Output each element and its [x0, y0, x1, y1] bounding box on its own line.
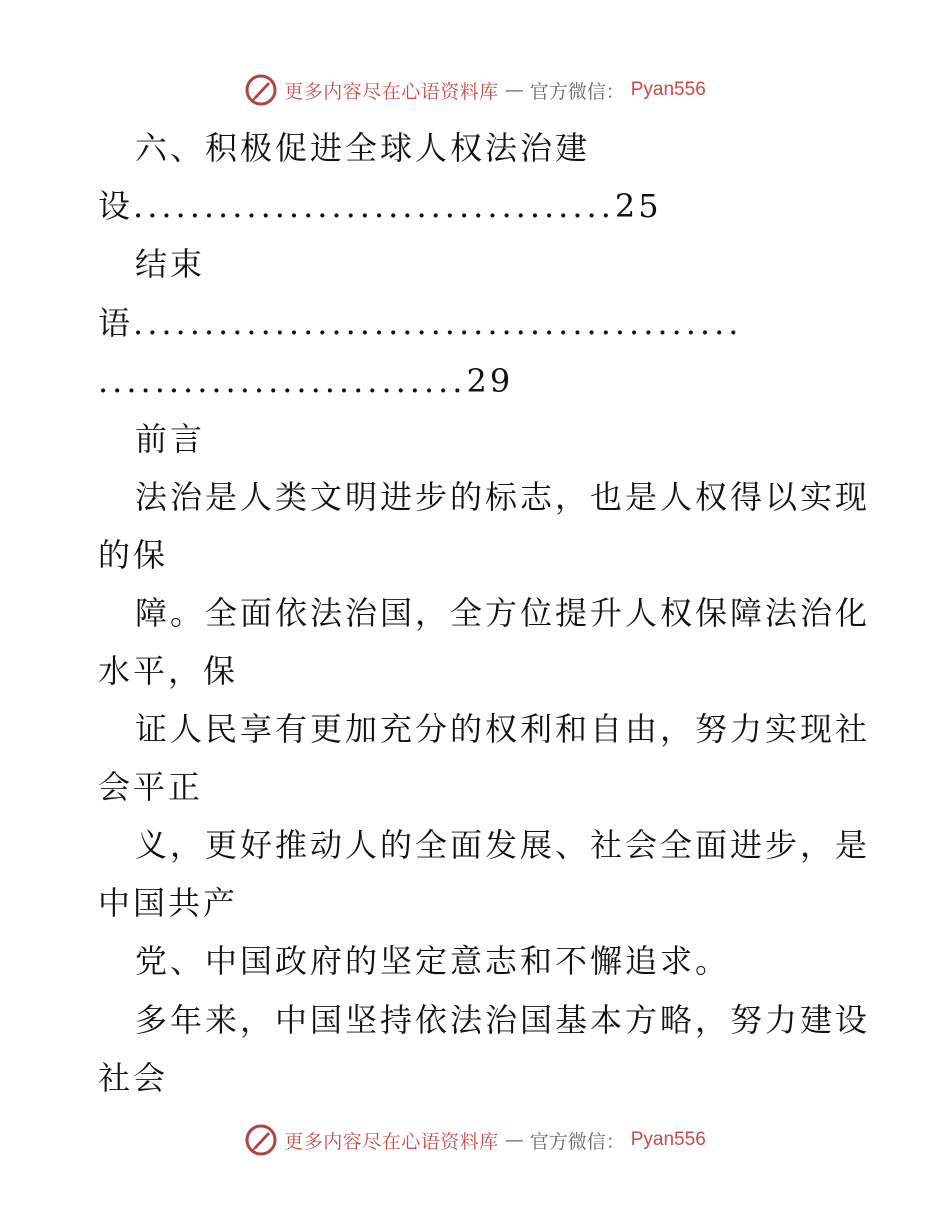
quill-logo-icon [244, 1123, 278, 1157]
body-line: 义，更好推动人的全面发展、社会全面进步，是 [135, 826, 871, 864]
toc-conclusion-leader-dots-1: ........................................... [133, 304, 743, 342]
body-line: 中国共产 [98, 884, 239, 922]
body-line: 党、中国政府的坚定意志和不懈追求。 [135, 942, 731, 980]
body-line: 社会 [98, 1059, 169, 1097]
banner-promo-text: 更多内容尽在心语资料库 [284, 80, 499, 103]
banner-wechat-label: 官方微信： [529, 80, 625, 103]
toc-conclusion-title-cont: 语 [98, 304, 134, 342]
toc-conclusion-title: 结束 [135, 245, 206, 283]
body-line: 的保 [98, 536, 169, 574]
banner-dash: — [504, 1129, 524, 1151]
toc-conclusion-entry-cont [98, 361, 513, 401]
banner-wechat-id: Pyan556 [630, 1129, 706, 1150]
toc-item-6-page: 25 [614, 187, 662, 225]
quill-logo-icon [244, 73, 278, 107]
body-line: 水平，保 [98, 652, 239, 690]
banner-wechat-label: 官方微信： [529, 1130, 625, 1153]
toc-conclusion-entry [98, 303, 742, 343]
banner-promo-text: 更多内容尽在心语资料库 [284, 1130, 499, 1153]
preface-heading: 前言 [135, 420, 206, 458]
body-line: 证人民享有更加充分的权利和自由，努力实现社 [135, 710, 871, 748]
toc-item-6-leader-dots: .................................. [133, 187, 615, 225]
body-line: 障。全面依法治国，全方位提升人权保障法治化 [135, 594, 871, 632]
body-line: 会平正 [98, 768, 204, 806]
toc-conclusion-leader-dots-2: .......................... [98, 362, 467, 400]
footer-watermark-banner [0, 1120, 950, 1160]
toc-item-6-title: 六、积极促进全球人权法治建 [135, 129, 591, 167]
banner-wechat-id: Pyan556 [630, 79, 706, 100]
body-line: 多年来，中国坚持依法治国基本方略，努力建设 [135, 1001, 871, 1039]
header-watermark-banner [0, 70, 950, 110]
toc-item-6-title-cont: 设 [98, 187, 134, 225]
banner-dash: — [504, 79, 524, 101]
toc-conclusion-page: 29 [466, 362, 514, 400]
toc-item-6-entry [98, 186, 662, 226]
body-line: 法治是人类文明进步的标志，也是人权得以实现 [135, 478, 871, 516]
